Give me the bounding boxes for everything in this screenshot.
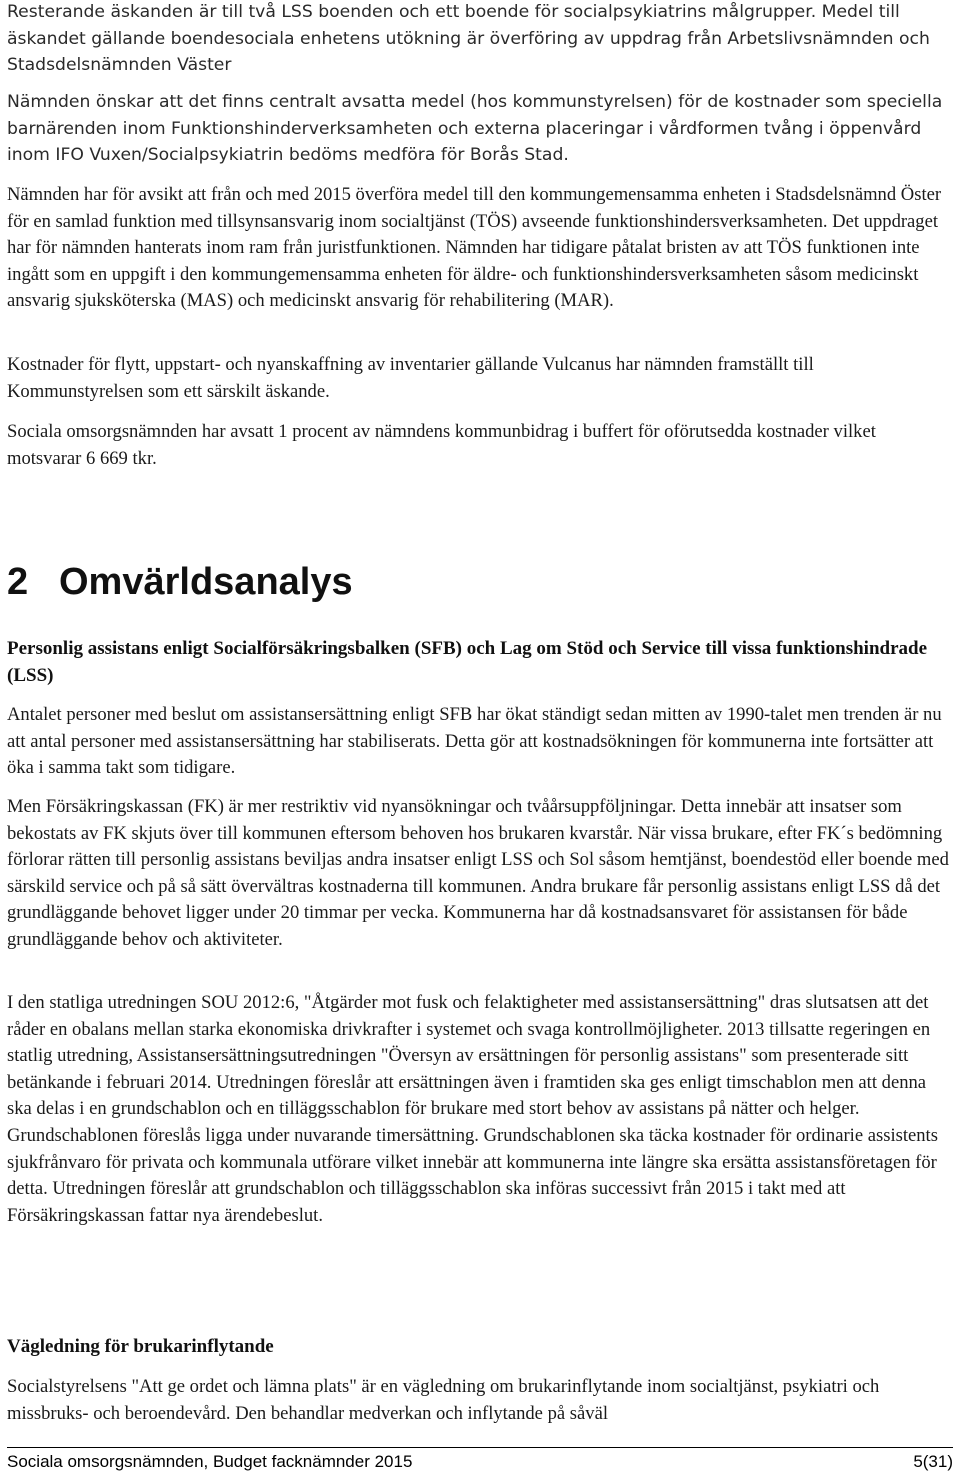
section-title: Omvärldsanalys bbox=[59, 561, 353, 603]
subsection-heading-text: Vägledning för brukarinflytande bbox=[7, 1336, 274, 1357]
paragraph-tos-function bbox=[7, 182, 953, 315]
paragraph-text: Socialstyrelsens "Att ge ordet och lämna plats" är en vägledning om brukarinflytande inom socialtjänst, psykiatri och missbruks- och beroendevård. Den behandlar medverkan och inflytande på såväl bbox=[7, 1376, 880, 1424]
page-footer bbox=[7, 1450, 953, 1474]
paragraph-text: Men Försäkringskassan (FK) är mer restriktiv vid nyansökningar och tvåårsuppföljningar. Detta innebär att insatser som bekostats av FK skjuts över till kommunen eftersom behoven hos brukaren kvarstår. När vissa brukare, efter FK´s bedömning förlorar rätten till personlig assistans beviljas andra insatser enligt LSS och Sol såsom hemtjänst, boendestöd eller boende med särskild service och på så sätt övervältras kostnaderna till kommunen. Andra brukare får personlig assistans enligt LSS då det grundläggande behovet ligger under 20 timmar per vecka. Kommunerna har då kostnadsansvaret för assistansen för både grundläggande behov och aktiviteter. bbox=[7, 796, 949, 950]
section-heading bbox=[7, 552, 353, 612]
paragraph-residual-requests bbox=[7, 0, 953, 79]
paragraph-vulcanus-costs bbox=[7, 352, 953, 405]
subsection-heading-text: Personlig assistans enligt Socialförsäkringsbalken (SFB) och Lag om Stöd och Service till vissa funktionshindrade (LSS) bbox=[7, 638, 928, 686]
section-number: 2 bbox=[7, 561, 29, 603]
paragraph-text: Sociala omsorgsnämnden har avsatt 1 procent av nämndens kommunbidrag i buffert för oförutsedda kostnader vilket motsvarar 6 669 tkr. bbox=[7, 421, 876, 469]
footer-page-number: 5(31) bbox=[913, 1452, 953, 1471]
paragraph-text: Kostnader för flytt, uppstart- och nyanskaffning av inventarier gällande Vulcanus har nämnden framställt till Kommunstyrelsen som ett särskilt äskande. bbox=[7, 354, 814, 402]
footer-divider bbox=[7, 1447, 953, 1448]
paragraph-sou-investigation bbox=[7, 990, 953, 1229]
subsection-heading-user-influence bbox=[7, 1334, 953, 1361]
paragraph-text: I den statliga utredningen SOU 2012:6, "Åtgärder mot fusk och felaktigheter med assistansersättning" dras slutsatsen att det råder en obalans mellan starka ekonomiska drivkrafter i systemet och svaga kontrollmöjligheter. 2013 tillsatte regeringen en statlig utredning, Assistansersättningsutredningen "Översyn av ersättningen för personlig assistans" som presenterade sitt betänkande i februari 2014. Utredningen föreslår att ersättningen även i framtiden ska ges enligt timschablon men att denna ska delas i en grundschablon och en tilläggsschablon för brukare med stort behov av assistans på nätter och helger. Grundschablonen föreslås ligga under nuvarande timersättning. Grundschablonen ska täcka kostnader för ordinarie assistents sjukfrånvaro för privata och kommunala utförare vilket innebär att kommunerna inte längre ska ersätta assistansföretagen för detta. Utredningen föreslår att grundschablon och tilläggsschablon ska införas successivt från 2015 i takt med att Försäkringskassan fattar nya ärendebeslut. bbox=[7, 992, 938, 1226]
paragraph-text: Antalet personer med beslut om assistansersättning enligt SFB har ökat ständigt sedan mitten av 1990-talet men trenden är nu att antal personer med assistansersättning har stabiliserats. Detta gör att kostnadsökningen för kommunerna inte fortsätter att öka i samma takt som tidigare. bbox=[7, 704, 942, 779]
paragraph-forsakringskassan bbox=[7, 794, 953, 954]
footer-document-title: Sociala omsorgsnämnden, Budget facknämnder 2015 bbox=[7, 1452, 413, 1471]
paragraph-text: Resterande äskanden är till två LSS boenden och ett boende för socialpsykiatrins målgrupper. Medel till äskandet gällande boendesociala enhetens utökning är överföring av uppdrag från Arbetslivsnämnden och Stadsdelsnämnden Väster bbox=[7, 2, 930, 76]
paragraph-buffer bbox=[7, 419, 953, 472]
paragraph-assistance-trend bbox=[7, 702, 953, 782]
paragraph-text: Nämnden har för avsikt att från och med 2015 överföra medel till den kommungemensamma enheten i Stadsdelsnämnd Öster för en samlad funktion med tillsynsansvarig inom socialtjänst (TÖS) avseende funktionshindersverksamheten. Det uppdraget har för nämnden hanterats inom ram från juristfunktionen. Nämnden har tidigare påtalat bristen av att TÖS funktionen inte ingått som en uppgift i den kommungemensamma enheten för äldre- och funktionshindersverksamheten såsom medicinskt ansvarig sjuksköterska (MAS) och medicinskt ansvarig för rehabilitering (MAR). bbox=[7, 184, 942, 312]
paragraph-text: Nämnden önskar att det finns centralt avsatta medel (hos kommunstyrelsen) för de kostnader som speciella barnärenden inom Funktionshinderverksamheten och externa placeringar i vårdformen tvång i öppenvård inom IFO Vuxen/Socialpsykiatrin bedöms medföra för Borås Stad. bbox=[7, 92, 943, 166]
subsection-heading-personal-assistance bbox=[7, 636, 953, 689]
paragraph-socialstyrelsen-guidance bbox=[7, 1374, 953, 1427]
paragraph-central-funds bbox=[7, 89, 953, 169]
